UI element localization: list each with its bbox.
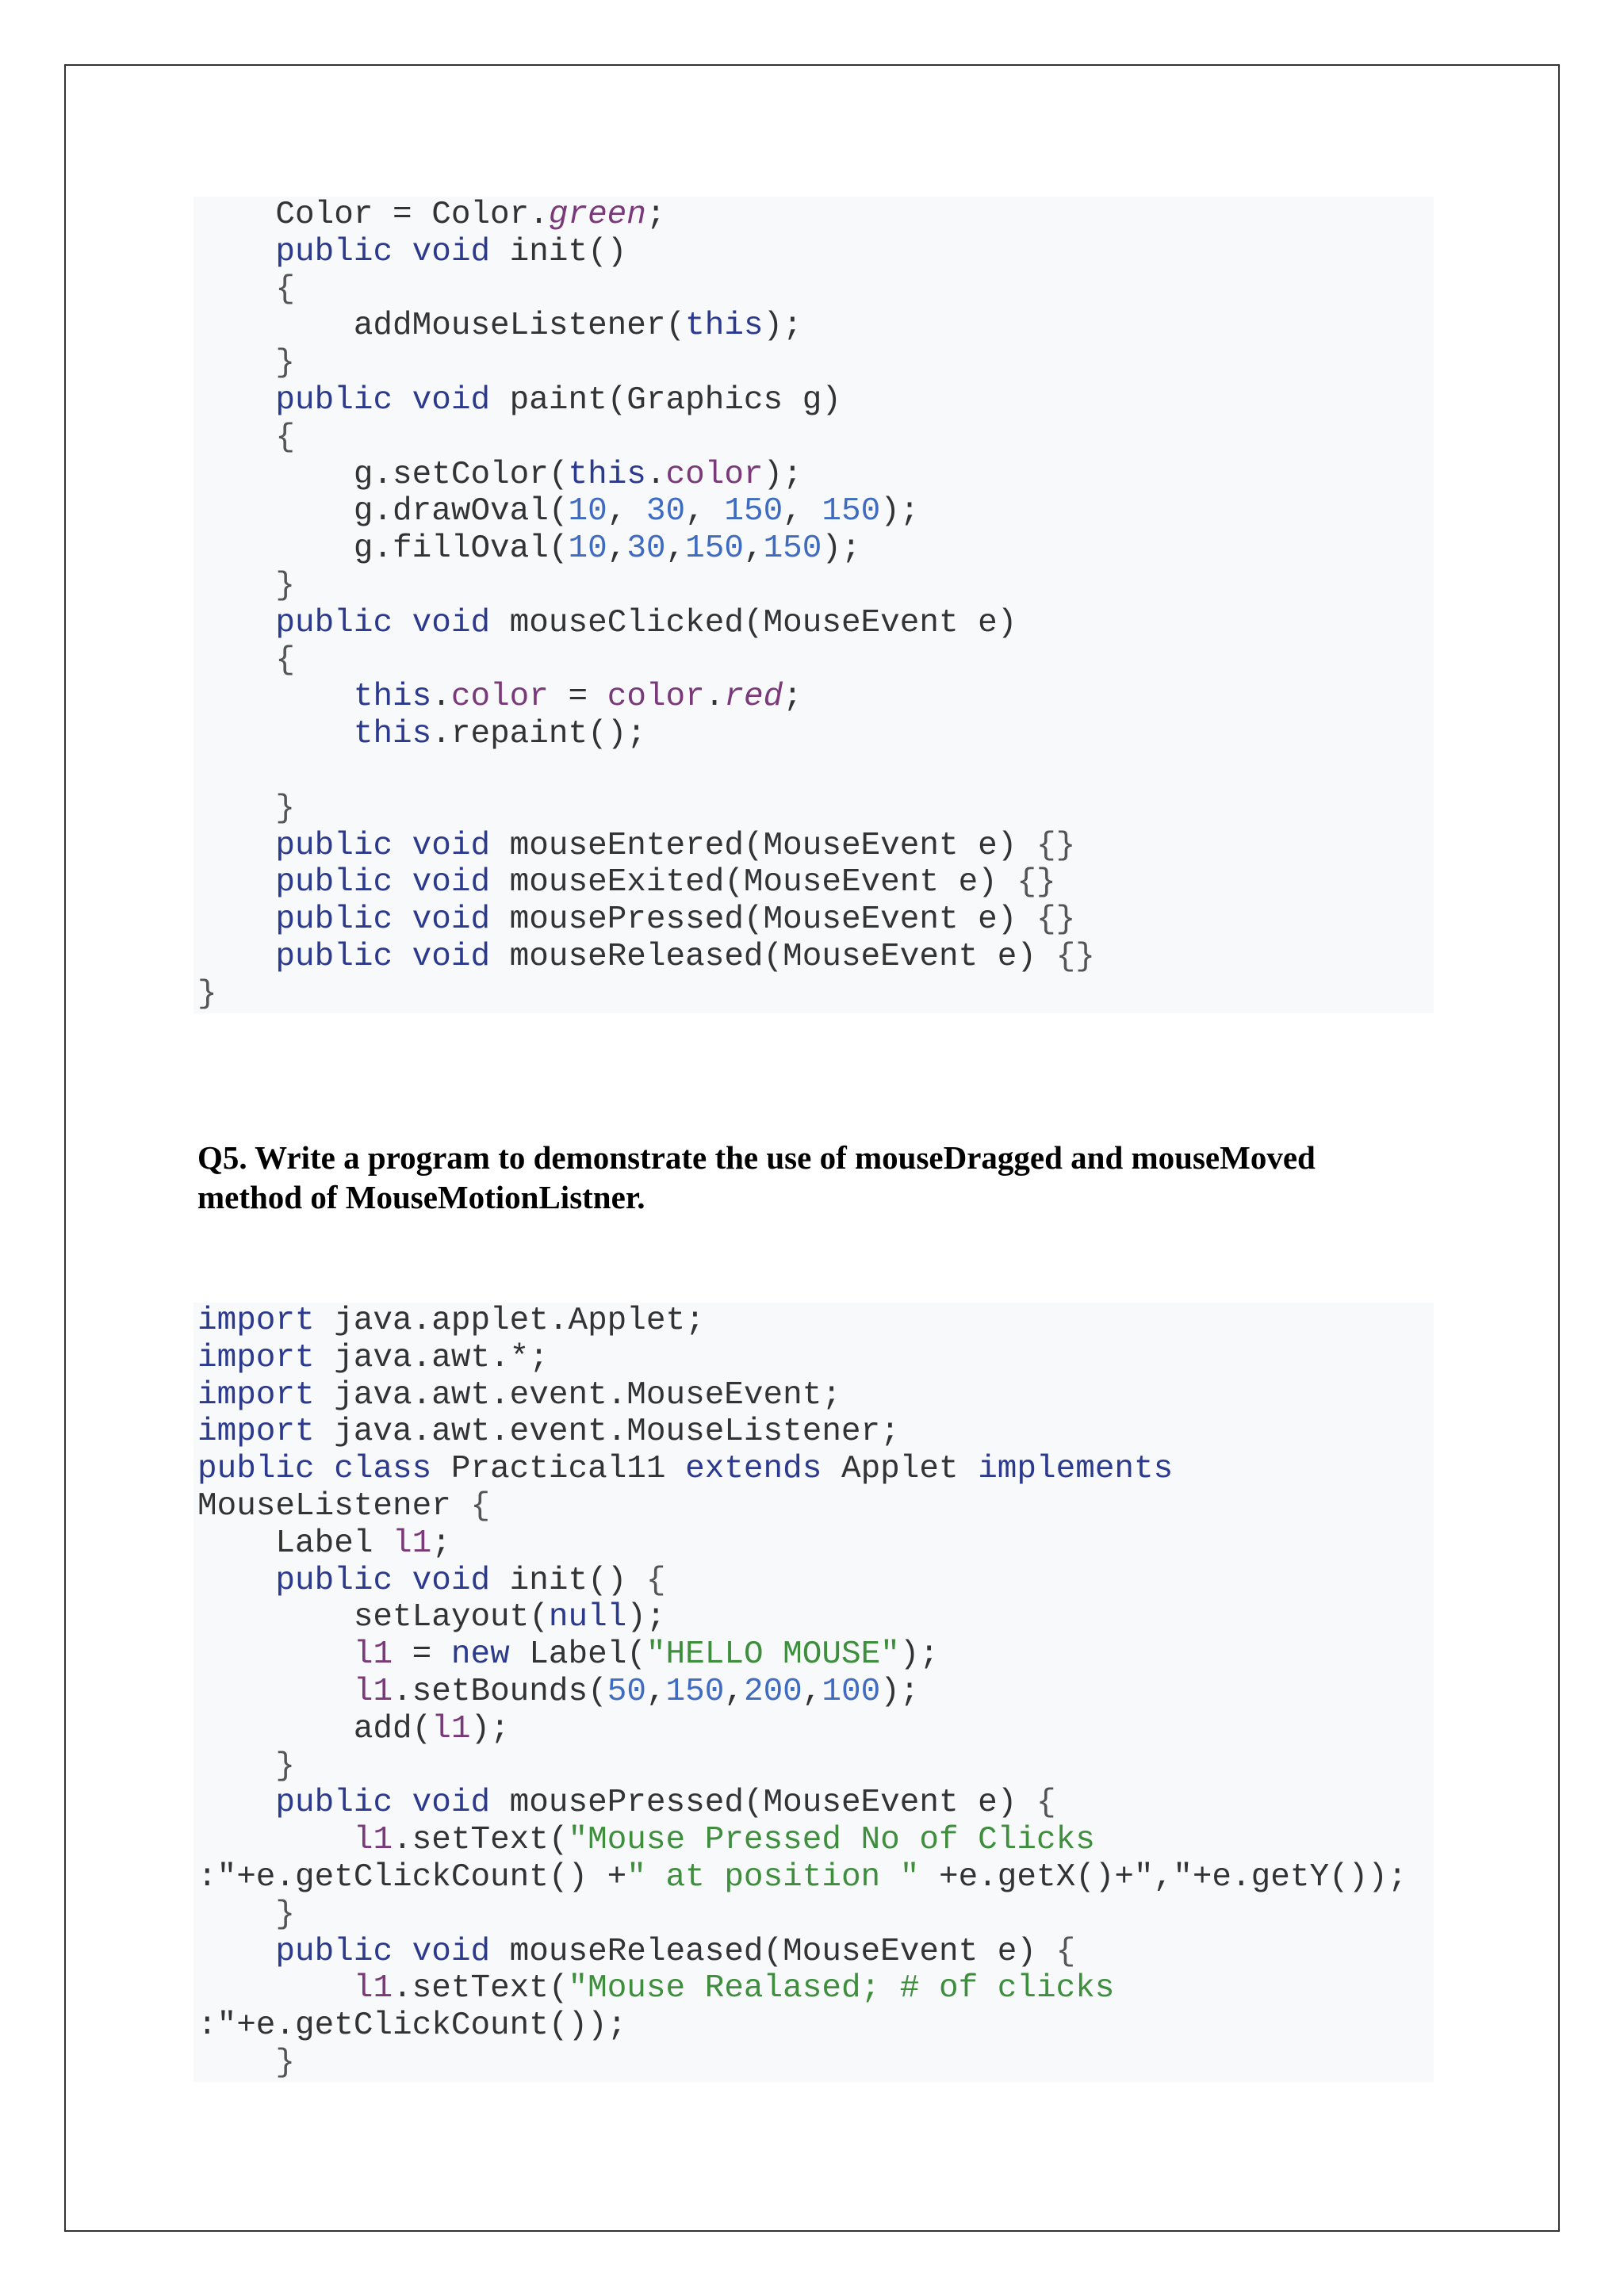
code-line [197, 197, 1434, 234]
code-line [197, 1377, 1434, 1414]
code-token [197, 716, 354, 752]
code-line [197, 308, 1434, 345]
code-line [197, 234, 1434, 271]
code-line [197, 864, 1434, 901]
code-token [197, 568, 275, 604]
code-line [197, 828, 1434, 865]
code-token: , [802, 1673, 822, 1710]
code-token: { [1055, 1933, 1076, 1970]
code-token: = [393, 1636, 451, 1674]
code-token: "HELLO MOUSE" [645, 1636, 900, 1674]
code-token: void [412, 864, 491, 901]
code-token: {} [1055, 938, 1095, 975]
code-token: green [548, 197, 646, 233]
code-token: } [275, 1747, 296, 1785]
code-token: ); [470, 1710, 510, 1747]
code-block [193, 1303, 1434, 2082]
code-token: mouseExited(MouseEvent e) [490, 864, 1017, 901]
code-token: Practical11 [431, 1451, 686, 1488]
code-token: = [548, 679, 607, 716]
code-token: l1 [353, 1636, 393, 1674]
code-token: {} [1036, 901, 1076, 939]
code-token: import [197, 1339, 315, 1376]
code-line [197, 1785, 1434, 1822]
code-token [393, 1563, 412, 1599]
code-line [197, 271, 1434, 308]
code-token: add( [197, 1710, 432, 1747]
code-token: { [275, 641, 296, 679]
code-token: null [548, 1599, 627, 1636]
code-token: ; [783, 679, 802, 716]
code-line [197, 2045, 1434, 2082]
code-token: 10 [568, 530, 607, 568]
code-token: java.awt.*; [314, 1339, 549, 1376]
code-line [197, 1563, 1434, 1600]
code-token [197, 1896, 275, 1933]
code-token: color [665, 456, 764, 493]
code-token: this [568, 456, 646, 493]
code-token [197, 382, 275, 419]
code-token: . [645, 456, 666, 493]
code-token: , [607, 493, 646, 530]
code-token: l1 [393, 1525, 432, 1562]
question-heading [197, 1138, 1316, 1217]
heading-line: method of MouseMotionListner. [197, 1179, 645, 1215]
code-token: init() [490, 233, 627, 270]
code-line [197, 1303, 1434, 1340]
code-token [197, 1563, 275, 1599]
code-line [197, 679, 1434, 716]
code-token [197, 1970, 354, 2007]
code-line [197, 1970, 1434, 2007]
code-token: void [412, 1933, 491, 1970]
code-token: , [743, 530, 764, 568]
code-token: class [334, 1451, 432, 1488]
code-token: 150 [763, 530, 822, 568]
code-line [197, 1525, 1434, 1563]
code-token [197, 828, 275, 864]
code-token: addMouseListener( [197, 308, 686, 345]
code-line [197, 457, 1434, 494]
code-token: { [275, 419, 296, 456]
code-token: java.awt.event.MouseEvent; [314, 1376, 841, 1414]
code-token: new [450, 1636, 510, 1674]
code-token: {} [1036, 827, 1076, 864]
code-line [197, 1934, 1434, 1971]
code-token [197, 2045, 275, 2081]
code-token: ; [431, 1525, 451, 1562]
code-line [197, 1340, 1434, 1377]
code-token: l1 [353, 1673, 393, 1710]
code-line [197, 939, 1434, 976]
code-token [393, 864, 412, 901]
code-token: ); [899, 1636, 939, 1674]
code-token: void [412, 604, 491, 641]
code-line [197, 382, 1434, 419]
code-token: 150 [685, 530, 744, 568]
code-token: } [275, 567, 296, 604]
code-line [197, 493, 1434, 530]
code-token: ); [822, 530, 861, 568]
code-token: l1 [353, 1970, 393, 2007]
code-token: . [431, 679, 451, 716]
code-token: public [197, 1451, 315, 1488]
code-token: implements [978, 1451, 1174, 1488]
code-line [197, 1748, 1434, 1785]
code-line [197, 1859, 1434, 1896]
code-token: public [275, 827, 393, 864]
code-token [197, 1674, 354, 1710]
code-token [393, 1934, 412, 1970]
code-token: } [275, 790, 296, 827]
code-token: ; [645, 197, 666, 233]
code-line [197, 790, 1434, 828]
code-token: setLayout( [197, 1599, 549, 1636]
code-token: .repaint(); [431, 716, 646, 753]
code-token [197, 679, 354, 715]
code-token: 150 [665, 1673, 725, 1710]
code-token: import [197, 1303, 315, 1339]
code-token: public [275, 864, 393, 901]
code-token [197, 271, 275, 308]
code-token: void [412, 938, 491, 975]
code-line [197, 605, 1434, 642]
code-token: { [470, 1487, 491, 1525]
code-token [393, 234, 412, 270]
code-token: "Mouse Pressed No of Clicks [568, 1822, 1095, 1859]
code-token: :"+e.getClickCount()); [197, 2007, 627, 2045]
code-token: init() [490, 1562, 646, 1599]
code-line [197, 642, 1434, 679]
code-token: ); [880, 1673, 920, 1710]
code-token: .setText( [393, 1822, 569, 1859]
code-token [197, 901, 275, 938]
code-line [197, 753, 1434, 790]
code-token [197, 234, 275, 270]
code-token: 150 [822, 493, 881, 530]
code-token: g.setColor( [197, 456, 569, 493]
heading-line: Q5. Write a program to demonstrate the use of mouseDragged and mouseMoved [197, 1139, 1316, 1176]
code-line [197, 1822, 1434, 1859]
code-token: color [450, 679, 549, 716]
code-token [197, 1785, 275, 1821]
code-token: public [275, 604, 393, 641]
code-token: } [197, 975, 217, 1012]
code-token: import [197, 1376, 315, 1414]
code-token [393, 901, 412, 938]
code-token: .setBounds( [393, 1673, 607, 1710]
code-token: , [665, 530, 686, 568]
code-token [197, 1822, 354, 1858]
code-token [197, 1748, 275, 1785]
code-token: +e.getX()+","+e.getY()); [919, 1858, 1408, 1896]
code-token: {} [1017, 864, 1056, 901]
code-token: red [724, 679, 783, 716]
code-token: g.fillOval( [197, 530, 569, 568]
code-token: Applet [822, 1451, 979, 1488]
code-token: ); [626, 1599, 666, 1636]
code-token: .setText( [393, 1970, 569, 2007]
code-token: this [353, 679, 432, 716]
code-token: , [685, 493, 725, 530]
code-token [393, 1785, 412, 1821]
code-token: void [412, 1785, 491, 1822]
code-token: public [275, 901, 393, 939]
code-token: mouseReleased(MouseEvent e) [490, 1933, 1056, 1970]
code-token: 50 [607, 1673, 646, 1710]
code-token: 150 [724, 493, 783, 530]
code-token: { [645, 1562, 666, 1599]
code-token [197, 1934, 275, 1970]
code-token: public [275, 233, 393, 270]
code-token: extends [685, 1451, 822, 1488]
code-token: void [412, 901, 491, 939]
code-line [197, 1674, 1434, 1711]
code-token: 10 [568, 493, 607, 530]
code-token [197, 1636, 354, 1673]
code-block [193, 197, 1434, 1013]
code-token: ); [880, 493, 920, 530]
code-token: Label [197, 1525, 393, 1562]
code-token [393, 382, 412, 419]
code-token: mousePressed(MouseEvent e) [490, 901, 1036, 939]
code-token: java.awt.event.MouseListener; [314, 1414, 900, 1451]
code-token: public [275, 1933, 393, 1970]
code-token [197, 419, 275, 456]
code-token: MouseListener [197, 1487, 471, 1525]
code-token: Label( [509, 1636, 646, 1674]
code-token [393, 939, 412, 975]
code-token: { [1036, 1785, 1056, 1822]
code-token: mouseReleased(MouseEvent e) [490, 938, 1056, 975]
code-token [393, 605, 412, 641]
code-token: } [275, 345, 296, 382]
code-line [197, 568, 1434, 605]
code-token [197, 605, 275, 641]
code-token: import [197, 1414, 315, 1451]
code-line [197, 1488, 1434, 1525]
code-token [197, 790, 275, 827]
code-line [197, 901, 1434, 939]
code-token: paint(Graphics g) [490, 381, 841, 419]
code-token: , [724, 1673, 744, 1710]
code-token: ); [763, 456, 802, 493]
code-token: public [275, 1785, 393, 1822]
code-token [197, 345, 275, 381]
code-line [197, 1896, 1434, 1934]
code-line [197, 716, 1434, 753]
code-token: l1 [353, 1822, 393, 1859]
code-line [197, 419, 1434, 457]
code-token: void [412, 381, 491, 419]
code-token: " at position " [626, 1858, 920, 1896]
code-token [197, 864, 275, 901]
code-token: } [275, 1896, 296, 1933]
code-token: ); [763, 308, 802, 345]
code-token: mouseClicked(MouseEvent e) [490, 604, 1017, 641]
code-line [197, 1414, 1434, 1451]
code-token: public [275, 938, 393, 975]
code-token: { [275, 270, 296, 308]
code-token: 30 [626, 530, 666, 568]
code-token [315, 1451, 335, 1487]
code-line [197, 1711, 1434, 1748]
code-line [197, 1636, 1434, 1674]
code-line [197, 530, 1434, 568]
code-token [197, 939, 275, 975]
code-token: 30 [645, 493, 686, 530]
code-token: void [412, 1562, 491, 1599]
code-token: public [275, 1562, 393, 1599]
code-token: void [412, 233, 491, 270]
code-line [197, 1599, 1434, 1636]
code-token: "Mouse Realased; # of clicks [568, 1970, 1115, 2007]
code-token: } [275, 2044, 296, 2081]
code-token: void [412, 827, 491, 864]
code-token: Color = Color. [197, 197, 549, 233]
code-token: :"+e.getClickCount() + [197, 1858, 627, 1896]
code-token [197, 642, 275, 679]
code-token: . [704, 679, 725, 716]
code-token: , [607, 530, 627, 568]
code-token: mousePressed(MouseEvent e) [490, 1785, 1036, 1822]
code-token [393, 828, 412, 864]
code-token: this [353, 716, 432, 753]
code-token: java.applet.Applet; [314, 1303, 705, 1339]
code-line [197, 345, 1434, 382]
code-line [197, 2007, 1434, 2045]
code-token: public [275, 381, 393, 419]
code-token: g.drawOval( [197, 493, 569, 530]
code-token: mouseEntered(MouseEvent e) [490, 827, 1036, 864]
code-token: color [607, 679, 705, 716]
code-token: , [645, 1673, 666, 1710]
code-token: 100 [822, 1673, 881, 1710]
code-token: 200 [743, 1673, 802, 1710]
code-token: , [783, 493, 822, 530]
code-line [197, 1451, 1434, 1488]
code-token: l1 [431, 1710, 471, 1747]
code-line [197, 976, 1434, 1013]
code-token: this [685, 308, 764, 345]
